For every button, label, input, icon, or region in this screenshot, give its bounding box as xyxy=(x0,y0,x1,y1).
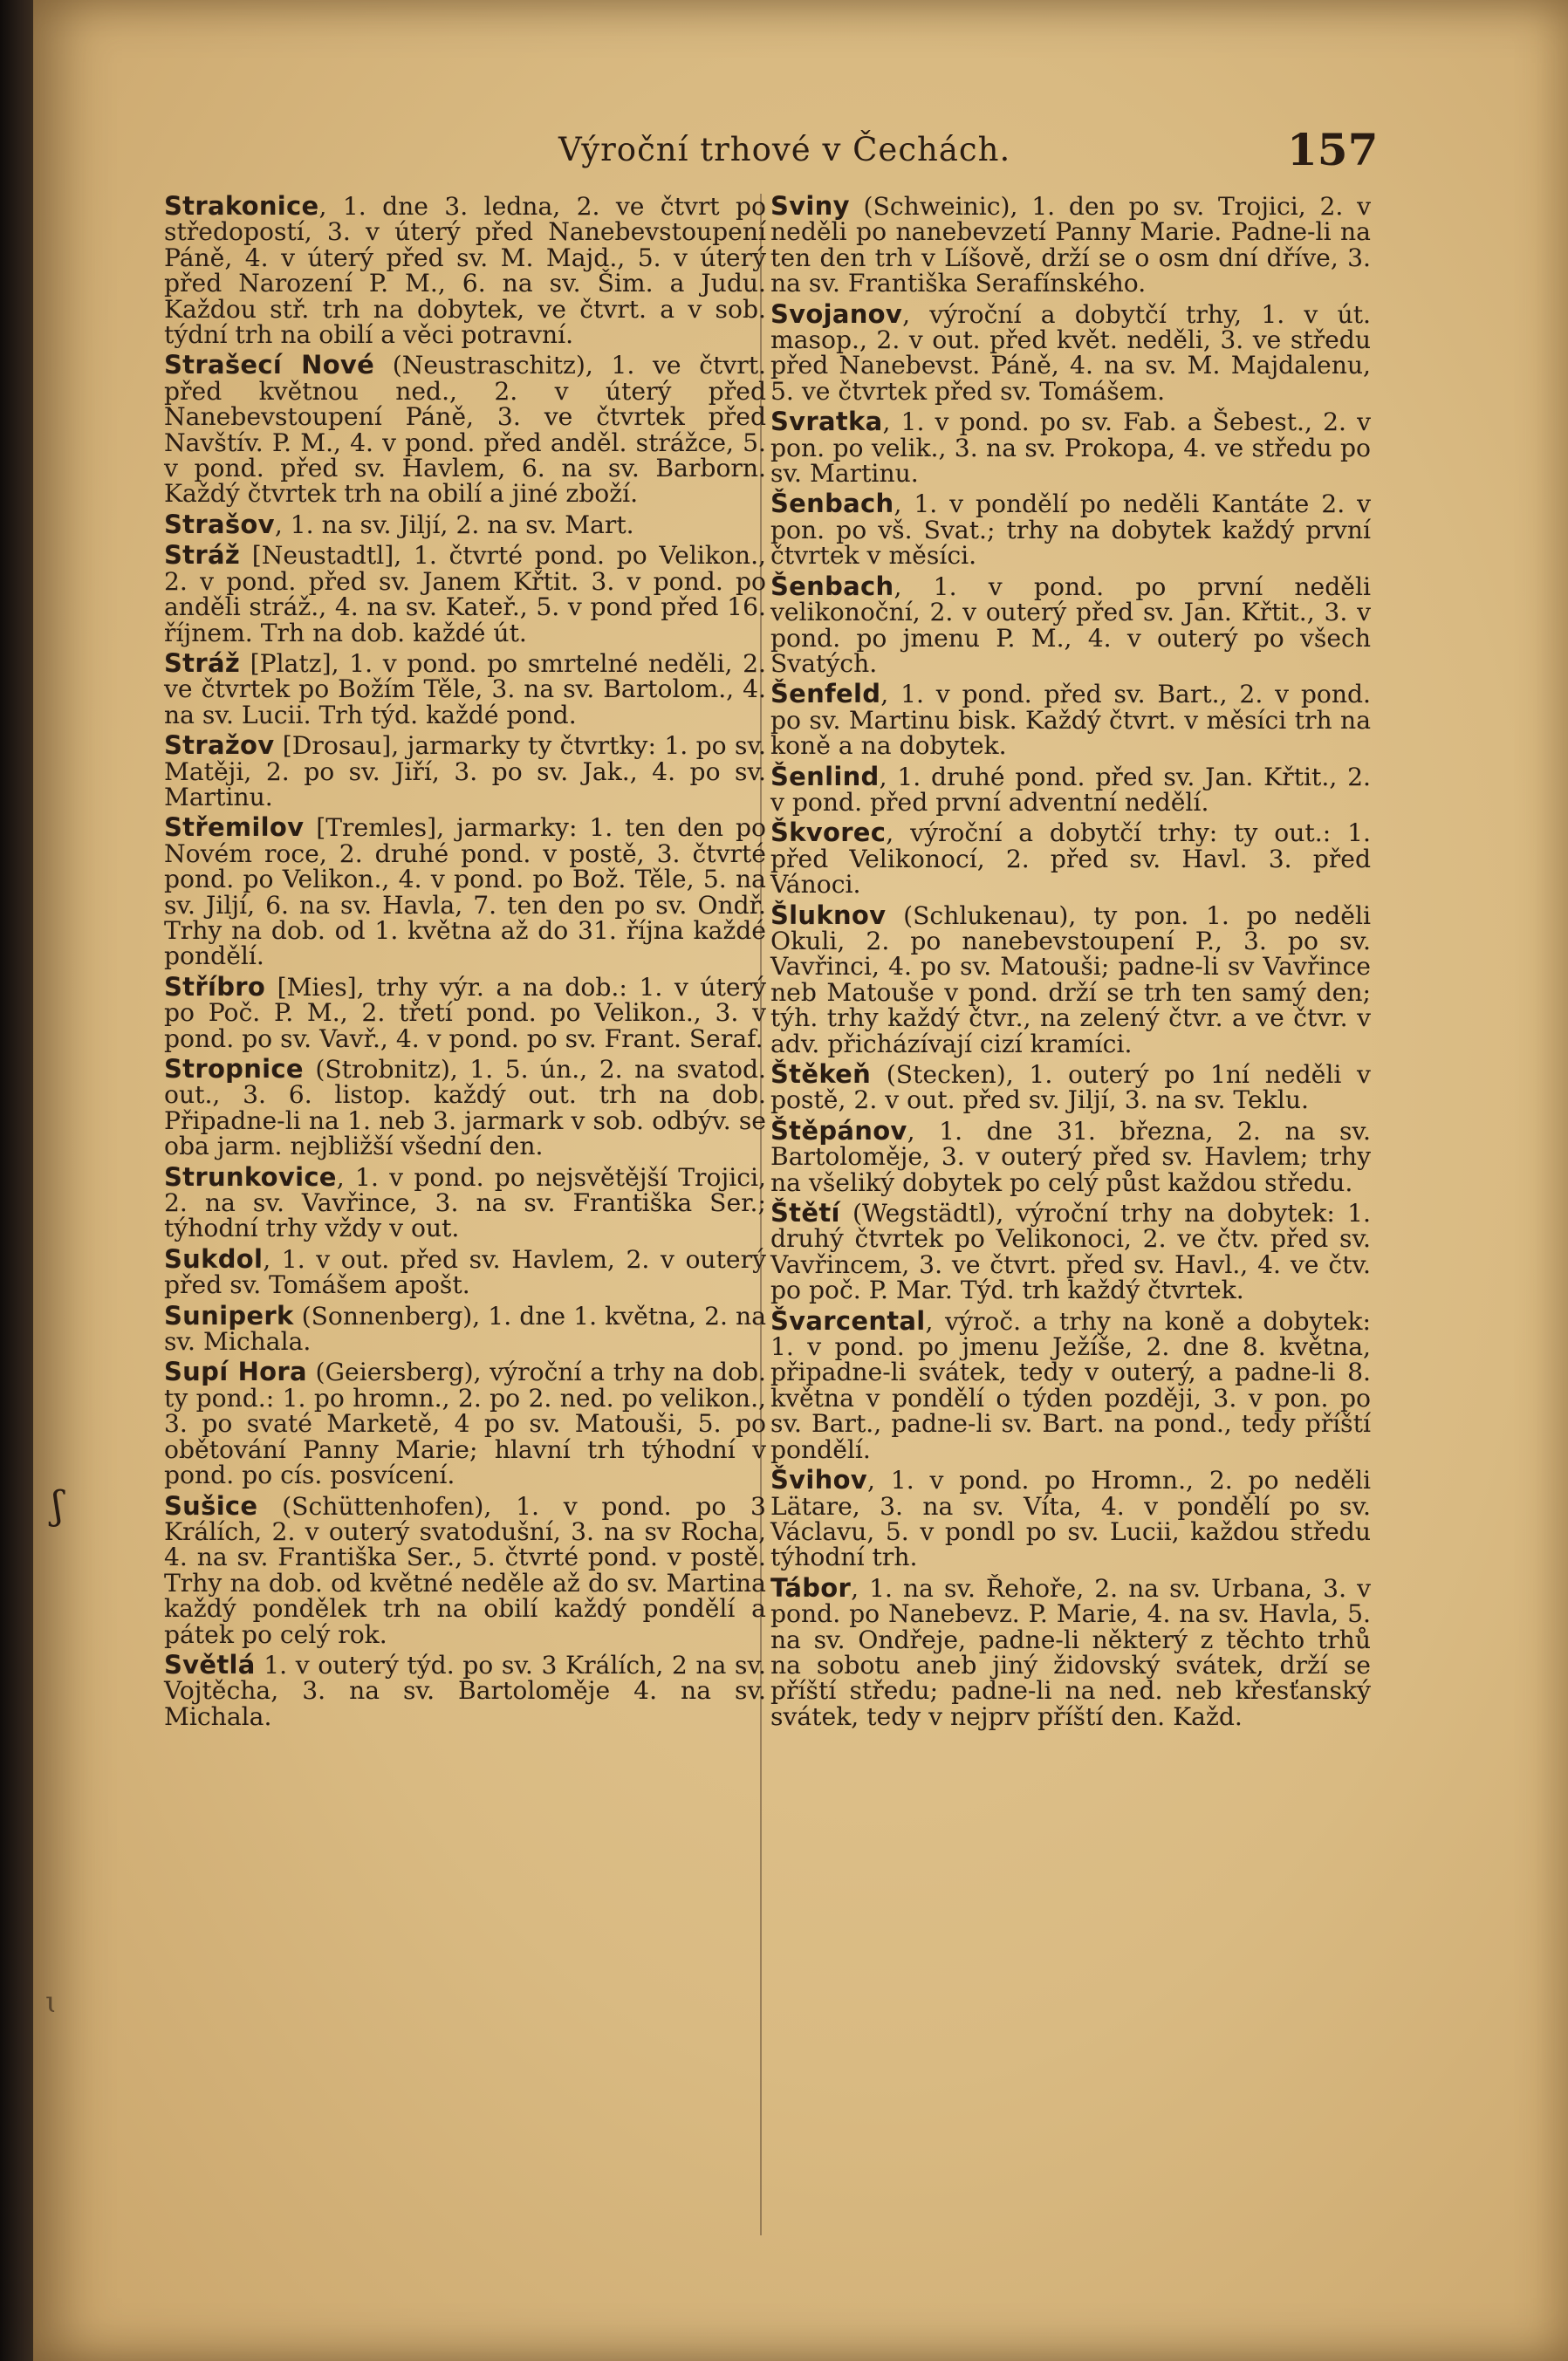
entry-text: (Geiersberg), výroční a trhy na dob. ty pond.: 1. po hromn., 2. po 2. ned. po velikon., 3. po svaté Marketě, 4 po sv. Matouši, 5. po obětování Panny Marie; hlavní trh týhodní v pond. po cís. posvícení. xyxy=(164,1358,767,1490)
entry-right xyxy=(770,900,1371,1058)
entry-left xyxy=(164,350,766,509)
entry-place-name: Střemilov xyxy=(164,812,305,843)
entry-place-name: Švarcental xyxy=(770,1305,926,1336)
entry-place-name: Štěkeň xyxy=(770,1059,872,1089)
entry-place-name: Tábor xyxy=(770,1572,852,1603)
entry-left xyxy=(164,730,766,811)
entry-text: (Stecken), 1. outerý po 1ní neděli v postě, 2. v out. před sv. Jiljí, 3. na sv. Teklu. xyxy=(770,1060,1371,1115)
entry-right xyxy=(770,489,1371,571)
entry-text: [Neustadtl], 1. čtvrté pond. po Velikon., 2. v pond. před sv. Janem Křtit. 3. v pond. po anděli stráž., 4. na sv. Kateř., 5. v pond před 16. říjnem. Trh na dob. každé út. xyxy=(164,541,766,647)
entry-place-name: Šluknov xyxy=(770,900,887,930)
entry-right xyxy=(770,1198,1371,1305)
entry-right xyxy=(770,298,1371,406)
entry-place-name: Šenlind xyxy=(770,761,880,791)
entry-left xyxy=(164,1054,766,1161)
entry-text: (Wegstädtl), výroční trhy na dobytek: 1. druhý čtvrtek po Velikonoci, 2. ve čtv. před sv. Vavřincem, 3. ve čtvrt. před sv. Havl., 4. ve čtv. po poč. P. Mar. Týd. trh každý čtvrtek. xyxy=(770,1199,1371,1305)
margin-mark-icon: ʃ xyxy=(52,1483,63,1528)
entry-place-name: Svojanov xyxy=(770,298,903,329)
entry-left xyxy=(164,1649,766,1731)
entry-text: , 1. dne 3. ledna, 2. ve čtvrt po středopostí, 3. v úterý před Nanebevstoupení Páně, 4. v úterý před sv. M. Majd., 5. v úterý před Narození P. M., 6. na sv. Šim. a Judu. Každou stř. trh na dobytek, ve čtvrt. a v sob. týdní trh na obilí a věci potravní. xyxy=(164,192,766,350)
entry-place-name: Stropnice xyxy=(164,1054,304,1084)
entry-text: , výroč. a trhy na koně a dobytek: 1. v pond. po jmenu Ježíše, 2. dne 8. května, připadne-li svátek, tedy v outerý, a padne-li 8. května v pondělí o týden později, 3. v pon. po sv. Bart., padne-li sv. Bart. na pond., tedy příští pondělí. xyxy=(770,1306,1371,1464)
entry-right xyxy=(770,1465,1371,1572)
book-spine xyxy=(0,0,35,2361)
margin-tick-icon: ɩ xyxy=(45,1985,58,2020)
entry-left xyxy=(164,812,766,971)
entry-place-name: Stráž xyxy=(164,647,240,678)
entry-text: (Sonnenberg), 1. dne 1. května, 2. na sv. Michala. xyxy=(164,1301,766,1357)
entry-text: , výroční a dobytčí trhy: ty out.: 1. před Velikonocí, 2. před sv. Havl. 3. před Vánoci. xyxy=(770,818,1371,900)
entry-place-name: Šenfeld xyxy=(770,679,881,709)
entry-place-name: Sušice xyxy=(164,1490,258,1521)
entry-place-name: Strašecí Nové xyxy=(164,350,375,380)
entry-text: , 1. v pond. po sv. Fab. a Šebest., 2. v pon. po velik., 3. na sv. Prokopa, 4. ve středu po sv. Martinu. xyxy=(770,407,1371,489)
entry-text: [Tremles], jarmarky: 1. ten den po Novém roce, 2. druhé pond. v postě, 3. čtvrté pond. po Velikon., 4. v pond. po Bož. Těle, 5. na sv. Jiljí, 6. na sv. Havla, 7. ten den po sv. Ondř. Trhy na dob. od 1. května až do 31. října každé pondělí. xyxy=(164,813,766,971)
entry-left xyxy=(164,1161,766,1243)
entry-place-name: Sviny xyxy=(770,191,850,221)
entry-left xyxy=(164,1359,766,1488)
entry-text: 1. v outerý týd. po sv. 3 Králích, 2 na sv. Vojtěcha, 3. na sv. Bartoloměje 4. na sv. Michala. xyxy=(164,1650,766,1731)
entry-right xyxy=(770,1305,1371,1464)
entry-place-name: Světlá xyxy=(164,1649,256,1680)
entry-left xyxy=(164,1490,766,1649)
entry-text: , 1. v pond. po Hromn., 2. po neděli Lätare, 3. na sv. Víta, 4. v pondělí po sv. Václavu, 5. v pondl po sv. Lucii, každou středu týhodní trh. xyxy=(770,1466,1371,1572)
entry-right xyxy=(770,191,1371,298)
entry-text: , 1. v pond. po první neděli velikonoční, 2. v outerý před sv. Jan. Křtit., 3. v pond. po jmenu P. M., 4. v outerý po všech Svatých. xyxy=(770,571,1371,678)
entry-right xyxy=(770,1572,1371,1731)
right-column xyxy=(770,191,1371,1735)
entry-place-name: Štětí xyxy=(770,1198,840,1228)
entry-place-name: Štěpánov xyxy=(770,1115,907,1146)
entry-place-name: Supí Hora xyxy=(164,1357,307,1387)
entry-right xyxy=(770,1115,1371,1197)
entry-right xyxy=(770,761,1371,817)
entry-text: (Strobnitz), 1. 5. ún., 2. na svatod. out., 3. 6. listop. každý out. trh na dob. Připadne-li na 1. neb 3. jarmark v sob. odbýv. se oba jarm. nejbližší všední den. xyxy=(164,1055,766,1161)
entry-left xyxy=(164,971,766,1053)
entry-text: (Schweinic), 1. den po sv. Trojici, 2. v neděli po nanebevzetí Panny Marie. Padne-li na ten den trh v Líšově, drží se o osm dní dříve, 3. na sv. Františka Serafínského. xyxy=(770,192,1371,298)
entry-place-name: Švihov xyxy=(770,1465,868,1495)
entry-text: , 1. dne 31. března, 2. na sv. Bartoloměje, 3. v outerý před sv. Havlem; trhy na všeliký dobytek po celý půst každou středu. xyxy=(770,1116,1371,1197)
running-title: Výroční trhové v Čechách. xyxy=(558,131,1011,168)
entry-text: , 1. v pond. před sv. Bart., 2. v pond. po sv. Martinu bisk. Každý čtvrt. v měsíci trh na koně a na dobytek. xyxy=(770,680,1371,761)
entry-place-name: Stražov xyxy=(164,730,275,761)
entry-place-name: Suniperk xyxy=(164,1300,294,1331)
entry-text: [Mies], trhy výr. a na dob.: 1. v úterý po Poč. P. M., 2. třetí pond. po Velikon., 3. v pond. po sv. Vavř., 4. v pond. po sv. Frant. Seraf. xyxy=(164,972,766,1053)
entry-left xyxy=(164,191,766,350)
entry-right xyxy=(770,571,1371,678)
entry-right xyxy=(770,818,1371,900)
entry-right xyxy=(770,679,1371,761)
entry-place-name: Škvorec xyxy=(770,818,887,848)
entry-left xyxy=(164,1300,766,1357)
entry-text: (Schüttenhofen), 1. v pond. po 3 Králích, 2. v outerý svatodušní, 3. na sv Rocha, 4. na sv. Františka Ser., 5. čtvrté pond. v postě. Trhy na dob. od květné neděle až do sv. Martina každý pondělek trh na obilí každý pondělí a pátek po celý rok. xyxy=(164,1491,766,1649)
entry-right xyxy=(770,1059,1371,1115)
entry-right xyxy=(770,407,1371,489)
entry-text: , výroční a dobytčí trhy, 1. v út. masop., 2. v out. před květ. neděli, 3. ve středu před Nanebevst. Páně, 4. na sv. M. Majdalenu, 5. ve čtvrtek před sv. Tomášem. xyxy=(770,299,1371,406)
entry-place-name: Strunkovice xyxy=(164,1161,337,1192)
entry-place-name: Strašov xyxy=(164,509,275,539)
entry-text: , 1. v pondělí po neděli Kantáte 2. v pon. po vš. Svat.; trhy na dobytek každý první čtvrtek v měsíci. xyxy=(770,489,1371,571)
page-number: 157 xyxy=(1287,124,1379,175)
entry-place-name: Stráž xyxy=(164,540,240,571)
left-column xyxy=(164,191,767,1735)
entry-text: [Platz], 1. v pond. po smrtelné neděli, 2. ve čtvrtek po Božím Těle, 3. na sv. Bartolom., 4. na sv. Lucii. Trh týd. každé pond. xyxy=(164,648,766,729)
entry-place-name: Šenbach xyxy=(770,571,894,601)
entry-left xyxy=(164,540,766,647)
entry-left xyxy=(164,509,766,539)
entry-place-name: Stříbro xyxy=(164,971,266,1002)
entry-place-name: Strakonice xyxy=(164,191,319,221)
entry-text: (Schlukenau), ty pon. 1. po neděli Okuli, 2. po nanebevstoupení P., 3. po sv. Vavřinci, 4. po sv. Matouši; padne-li sv Vavřince neb Matouše v pond. drží se trh ten samý den; týh. trhy každý čtvr., na zelený čtvr. a ve čtvr. v adv. přicházívají cizí kramíci. xyxy=(770,900,1371,1058)
entry-place-name: Šenbach xyxy=(770,489,894,519)
entry-text: , 1. na sv. Řehoře, 2. na sv. Urbana, 3. v pond. po Nanebevz. P. Marie, 4. na sv. Havla, 5. na sv. Ondřeje, padne-li některý z těchto trhů na sobotu aneb jiný židovský svátek, drží se příští středu; padne-li na ned. neb křesťanský svátek, tedy v nejprv příští den. Každ. xyxy=(770,1573,1371,1731)
entry-text: [Drosau], jarmarky ty čtvrtky: 1. po sv. Matěji, 2. po sv. Jiří, 3. po sv. Jak., 4. po sv. Martinu. xyxy=(164,731,766,811)
entry-place-name: Sukdol xyxy=(164,1243,264,1274)
entry-place-name: Svratka xyxy=(770,407,883,437)
entry-text: , 1. druhé pond. před sv. Jan. Křtit., 2. v pond. před první adventní nedělí. xyxy=(770,762,1371,817)
entry-text: , 1. v out. před sv. Havlem, 2. v outerý před sv. Tomášem apošt. xyxy=(164,1244,766,1300)
entry-text: , 1. na sv. Jiljí, 2. na sv. Mart. xyxy=(274,510,634,539)
entry-left xyxy=(164,647,766,729)
entry-text: (Neustraschitz), 1. ve čtvrt. před květnou ned., 2. v úterý před Nanebevstoupení Páně, 3. ve čtvrtek před Navštív. P. M., 4. v pond. před anděl. strážce, 5. v pond. před sv. Havlem, 6. na sv. Barborn. Každý čtvrtek trh na obilí a jiné zboží. xyxy=(164,351,766,509)
entry-text: , 1. v pond. po nejsvětější Trojici, 2. na sv. Vavřince, 3. na sv. Františka Ser.; týhodní trhy vždy v out. xyxy=(164,1162,766,1243)
entry-left xyxy=(164,1243,766,1300)
